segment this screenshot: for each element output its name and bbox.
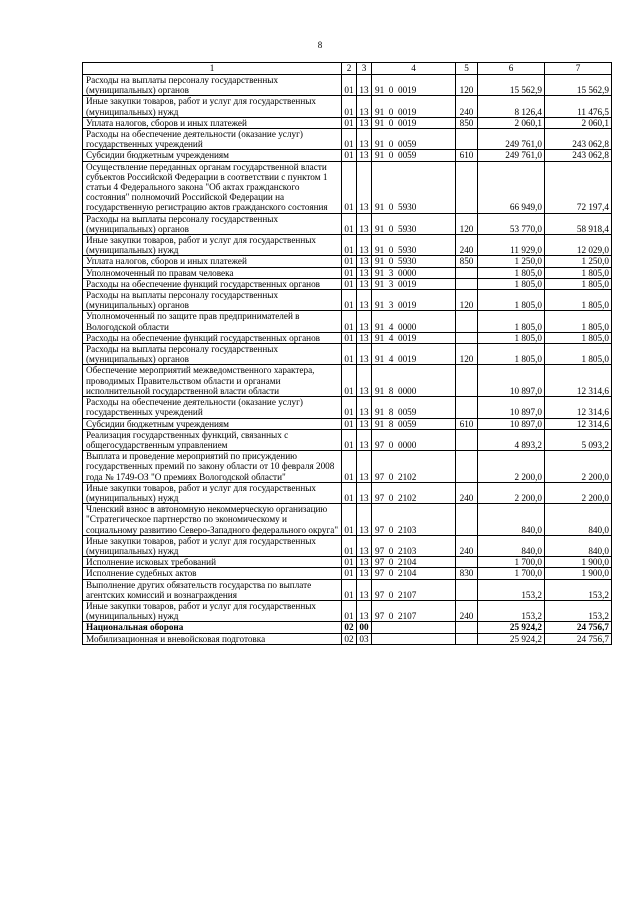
- row-subsection: 13: [357, 397, 372, 418]
- row-amount-year1: 10 897,0: [478, 397, 545, 418]
- row-amount-year1: 840,0: [478, 535, 545, 556]
- row-subsection: 13: [357, 290, 372, 311]
- row-target-code: 97 0 2107: [372, 579, 456, 600]
- row-amount-year2: 2 060,1: [545, 117, 612, 128]
- row-name: Расходы на обеспечение деятельности (оказание услуг) государственных учреждений: [83, 397, 342, 418]
- row-name: Иные закупки товаров, работ и услуг для государственных (муниципальных) нужд: [83, 482, 342, 503]
- row-name: Расходы на выплаты персоналу государственных (муниципальных) органов: [83, 213, 342, 234]
- table-row: [83, 482, 612, 503]
- row-amount-year1: 11 929,0: [478, 235, 545, 256]
- table-row: [83, 397, 612, 418]
- row-expense-type: 120: [456, 290, 478, 311]
- row-section: 01: [342, 256, 357, 267]
- table-row: [83, 129, 612, 150]
- row-subsection: 13: [357, 150, 372, 161]
- row-subsection: 13: [357, 535, 372, 556]
- table-row: [83, 429, 612, 450]
- header-col-7: 7: [545, 63, 612, 75]
- row-name: Субсидии бюджетным учреждениям: [83, 418, 342, 429]
- row-amount-year2: 12 314,6: [545, 365, 612, 397]
- row-subsection: 13: [357, 579, 372, 600]
- row-expense-type: [456, 365, 478, 397]
- row-amount-year2: 1 900,0: [545, 557, 612, 568]
- row-name: Иные закупки товаров, работ и услуг для государственных (муниципальных) нужд: [83, 235, 342, 256]
- row-section: 01: [342, 150, 357, 161]
- row-amount-year2: 2 200,0: [545, 482, 612, 503]
- row-target-code: 91 0 0019: [372, 117, 456, 128]
- row-name: Расходы на выплаты персоналу государственных (муниципальных) органов: [83, 344, 342, 365]
- row-subsection: 13: [357, 96, 372, 117]
- row-expense-type: [456, 278, 478, 289]
- row-expense-type: 850: [456, 117, 478, 128]
- row-target-code: 91 4 0019: [372, 332, 456, 343]
- row-amount-year1: 1 700,0: [478, 568, 545, 579]
- row-expense-type: 240: [456, 482, 478, 503]
- row-target-code: 97 0 2104: [372, 557, 456, 568]
- row-section: 01: [342, 451, 357, 483]
- row-section: 01: [342, 278, 357, 289]
- row-amount-year1: 15 562,9: [478, 75, 545, 96]
- row-target-code: 91 0 0059: [372, 150, 456, 161]
- row-subsection: 13: [357, 311, 372, 332]
- row-target-code: 91 3 0019: [372, 278, 456, 289]
- row-target-code: 91 0 0019: [372, 75, 456, 96]
- row-name: Уплата налогов, сборов и иных платежей: [83, 117, 342, 128]
- row-amount-year1: 2 200,0: [478, 451, 545, 483]
- table-row: [83, 267, 612, 278]
- row-amount-year2: 24 756,7: [545, 633, 612, 644]
- row-expense-type: [456, 129, 478, 150]
- row-section: 01: [342, 117, 357, 128]
- table-row: [83, 600, 612, 621]
- row-expense-type: [456, 451, 478, 483]
- row-name: Обеспечение мероприятий межведомственного характера, проводимых Правительством области и органами исполнительной государственной власти области: [83, 365, 342, 397]
- table-row: [83, 451, 612, 483]
- row-name: Выполнение других обязательств государства по выплате агентских комиссий и вознаграждения: [83, 579, 342, 600]
- row-subsection: 13: [357, 482, 372, 503]
- row-expense-type: [456, 311, 478, 332]
- row-target-code: 91 0 5930: [372, 161, 456, 213]
- row-amount-year1: 8 126,4: [478, 96, 545, 117]
- row-amount-year1: 153,2: [478, 600, 545, 621]
- row-amount-year2: 24 756,7: [545, 622, 612, 633]
- row-target-code: 97 0 2103: [372, 535, 456, 556]
- row-expense-type: [456, 429, 478, 450]
- row-section: 01: [342, 213, 357, 234]
- table-row: [83, 365, 612, 397]
- budget-table: [82, 62, 612, 645]
- header-col-6: 6: [478, 63, 545, 75]
- row-amount-year2: 243 062,8: [545, 150, 612, 161]
- table-row: [83, 568, 612, 579]
- row-target-code: 91 3 0000: [372, 267, 456, 278]
- row-amount-year2: 1 805,0: [545, 311, 612, 332]
- row-name: Расходы на выплаты персоналу государственных (муниципальных) органов: [83, 290, 342, 311]
- row-amount-year2: 1 250,0: [545, 256, 612, 267]
- row-section: 01: [342, 332, 357, 343]
- row-section: 01: [342, 235, 357, 256]
- row-amount-year1: 249 761,0: [478, 129, 545, 150]
- row-expense-type: [456, 504, 478, 536]
- row-expense-type: 610: [456, 150, 478, 161]
- row-section: 01: [342, 161, 357, 213]
- row-section: 01: [342, 365, 357, 397]
- table-row: [83, 161, 612, 213]
- row-amount-year2: 840,0: [545, 504, 612, 536]
- table-row: [83, 150, 612, 161]
- row-expense-type: 240: [456, 235, 478, 256]
- row-expense-type: 240: [456, 600, 478, 621]
- row-amount-year2: 5 093,2: [545, 429, 612, 450]
- row-target-code: 91 0 0019: [372, 96, 456, 117]
- row-amount-year1: 4 893,2: [478, 429, 545, 450]
- row-name: Расходы на обеспечение функций государственных органов: [83, 278, 342, 289]
- row-amount-year1: 1 805,0: [478, 278, 545, 289]
- row-subsection: 13: [357, 129, 372, 150]
- table-row: [83, 311, 612, 332]
- header-col-4: 4: [372, 63, 456, 75]
- table-row: [83, 504, 612, 536]
- row-subsection: 13: [357, 557, 372, 568]
- row-name: Выплата и проведение мероприятий по присуждению государственных премий по закону области от 10 февраля 2008 года № 1749-ОЗ "О премиях Вологодской области": [83, 451, 342, 483]
- row-amount-year2: 1 805,0: [545, 267, 612, 278]
- table-row: [83, 332, 612, 343]
- row-target-code: 91 0 5930: [372, 235, 456, 256]
- row-target-code: 97 0 2104: [372, 568, 456, 579]
- row-amount-year2: 58 918,4: [545, 213, 612, 234]
- row-expense-type: 120: [456, 213, 478, 234]
- row-name: Членский взнос в автономную некоммерческую организацию "Стратегическое партнерство по экономическому и социальному развитию Северо-Западного федерального округа": [83, 504, 342, 536]
- row-amount-year1: 1 805,0: [478, 344, 545, 365]
- row-amount-year1: 53 770,0: [478, 213, 545, 234]
- header-col-2: 2: [342, 63, 357, 75]
- table-row: [83, 278, 612, 289]
- row-subsection: 03: [357, 633, 372, 644]
- row-amount-year1: 1 250,0: [478, 256, 545, 267]
- row-amount-year1: 1 805,0: [478, 267, 545, 278]
- row-section: 01: [342, 568, 357, 579]
- row-name: Реализация государственных функций, связанных с общегосударственным управлением: [83, 429, 342, 450]
- table-row: [83, 75, 612, 96]
- table-row: [83, 96, 612, 117]
- row-section: 02: [342, 633, 357, 644]
- row-amount-year1: 10 897,0: [478, 418, 545, 429]
- row-target-code: 91 4 0000: [372, 311, 456, 332]
- header-col-3: 3: [357, 63, 372, 75]
- row-subsection: 13: [357, 600, 372, 621]
- row-name: Исполнение исковых требований: [83, 557, 342, 568]
- row-section: 01: [342, 535, 357, 556]
- row-name: Мобилизационная и вневойсковая подготовка: [83, 633, 342, 644]
- row-expense-type: 610: [456, 418, 478, 429]
- row-name: Расходы на обеспечение функций государственных органов: [83, 332, 342, 343]
- row-expense-type: [456, 267, 478, 278]
- row-amount-year1: 1 805,0: [478, 290, 545, 311]
- row-amount-year2: 1 805,0: [545, 278, 612, 289]
- row-subsection: 13: [357, 213, 372, 234]
- table-row: [83, 290, 612, 311]
- row-section: 01: [342, 290, 357, 311]
- header-col-5: 5: [456, 63, 478, 75]
- row-section: 01: [342, 429, 357, 450]
- row-expense-type: 850: [456, 256, 478, 267]
- row-target-code: 97 0 2103: [372, 504, 456, 536]
- row-target-code: 97 0 0000: [372, 429, 456, 450]
- page-number: 8: [317, 40, 323, 50]
- row-expense-type: 240: [456, 96, 478, 117]
- row-amount-year2: 12 314,6: [545, 418, 612, 429]
- row-subsection: 13: [357, 117, 372, 128]
- row-section: 01: [342, 344, 357, 365]
- row-amount-year2: 2 200,0: [545, 451, 612, 483]
- row-amount-year2: 72 197,4: [545, 161, 612, 213]
- row-expense-type: [456, 332, 478, 343]
- row-amount-year1: 66 949,0: [478, 161, 545, 213]
- row-subsection: 13: [357, 332, 372, 343]
- row-target-code: 97 0 2107: [372, 600, 456, 621]
- table-row: [83, 117, 612, 128]
- row-section: 01: [342, 267, 357, 278]
- row-amount-year2: 840,0: [545, 535, 612, 556]
- row-amount-year2: 153,2: [545, 579, 612, 600]
- row-section: 01: [342, 129, 357, 150]
- row-section: 01: [342, 75, 357, 96]
- row-subsection: 13: [357, 75, 372, 96]
- row-target-code: 91 0 0059: [372, 129, 456, 150]
- row-name: Уплата налогов, сборов и иных платежей: [83, 256, 342, 267]
- table-row: [83, 535, 612, 556]
- row-amount-year1: 25 924,2: [478, 622, 545, 633]
- row-section: 02: [342, 622, 357, 633]
- row-subsection: 13: [357, 451, 372, 483]
- row-subsection: 13: [357, 235, 372, 256]
- row-amount-year2: 1 805,0: [545, 290, 612, 311]
- row-subsection: 13: [357, 267, 372, 278]
- table-row: [83, 418, 612, 429]
- row-expense-type: [456, 633, 478, 644]
- row-name: Уполномоченный по защите прав предпринимателей в Вологодской области: [83, 311, 342, 332]
- table-row: [83, 557, 612, 568]
- table-body: [83, 75, 612, 645]
- row-section: 01: [342, 96, 357, 117]
- row-name: Исполнение судебных актов: [83, 568, 342, 579]
- row-subsection: 13: [357, 365, 372, 397]
- row-section: 01: [342, 418, 357, 429]
- row-section: 01: [342, 397, 357, 418]
- row-target-code: 91 3 0019: [372, 290, 456, 311]
- table-header-row: [83, 63, 612, 75]
- row-subsection: 13: [357, 418, 372, 429]
- table-row: [83, 579, 612, 600]
- table-row: [83, 256, 612, 267]
- row-target-code: 91 8 0000: [372, 365, 456, 397]
- row-amount-year1: 1 805,0: [478, 332, 545, 343]
- row-expense-type: 120: [456, 344, 478, 365]
- row-name: Расходы на обеспечение деятельности (оказание услуг) государственных учреждений: [83, 129, 342, 150]
- row-subsection: 13: [357, 161, 372, 213]
- row-expense-type: [456, 579, 478, 600]
- row-amount-year1: 840,0: [478, 504, 545, 536]
- row-amount-year2: 12 314,6: [545, 397, 612, 418]
- row-section: 01: [342, 504, 357, 536]
- row-amount-year1: 2 060,1: [478, 117, 545, 128]
- table-row: [83, 344, 612, 365]
- row-amount-year1: 25 924,2: [478, 633, 545, 644]
- row-amount-year1: 10 897,0: [478, 365, 545, 397]
- row-expense-type: [456, 161, 478, 213]
- row-amount-year2: 15 562,9: [545, 75, 612, 96]
- row-subsection: 13: [357, 278, 372, 289]
- row-name: Иные закупки товаров, работ и услуг для государственных (муниципальных) нужд: [83, 535, 342, 556]
- row-expense-type: [456, 622, 478, 633]
- row-expense-type: 120: [456, 75, 478, 96]
- table-row: [83, 633, 612, 644]
- row-expense-type: [456, 557, 478, 568]
- row-amount-year1: 153,2: [478, 579, 545, 600]
- row-section: 01: [342, 600, 357, 621]
- row-amount-year2: 12 029,0: [545, 235, 612, 256]
- row-target-code: 91 0 5930: [372, 213, 456, 234]
- row-amount-year1: 1 700,0: [478, 557, 545, 568]
- table-row: [83, 213, 612, 234]
- row-expense-type: [456, 397, 478, 418]
- row-name: Иные закупки товаров, работ и услуг для государственных (муниципальных) нужд: [83, 96, 342, 117]
- row-name: Расходы на выплаты персоналу государственных (муниципальных) органов: [83, 75, 342, 96]
- row-amount-year1: 2 200,0: [478, 482, 545, 503]
- header-col-1: 1: [83, 63, 342, 75]
- row-expense-type: 830: [456, 568, 478, 579]
- row-amount-year2: 243 062,8: [545, 129, 612, 150]
- row-section: 01: [342, 311, 357, 332]
- row-section: 01: [342, 482, 357, 503]
- row-name: Осуществление переданных органам государственной власти субъектов Российской Федерации в соответствии с пунктом 1 статьи 4 Федерального закона "Об актах гражданского состояния" полномочий Российской Федерации на государственную регистрацию актов гражданского состояния: [83, 161, 342, 213]
- row-target-code: 91 4 0019: [372, 344, 456, 365]
- row-amount-year2: 11 476,5: [545, 96, 612, 117]
- row-subsection: 00: [357, 622, 372, 633]
- row-subsection: 13: [357, 256, 372, 267]
- row-amount-year2: 1 805,0: [545, 344, 612, 365]
- row-amount-year2: 1 805,0: [545, 332, 612, 343]
- row-name: Субсидии бюджетным учреждениям: [83, 150, 342, 161]
- row-expense-type: 240: [456, 535, 478, 556]
- row-amount-year1: 1 805,0: [478, 311, 545, 332]
- row-subsection: 13: [357, 429, 372, 450]
- row-subsection: 13: [357, 568, 372, 579]
- row-section: 01: [342, 557, 357, 568]
- row-target-code: 91 8 0059: [372, 397, 456, 418]
- table-row: [83, 622, 612, 633]
- row-name: Уполномоченный по правам человека: [83, 267, 342, 278]
- row-target-code: 91 0 5930: [372, 256, 456, 267]
- table-row: [83, 235, 612, 256]
- row-amount-year2: 153,2: [545, 600, 612, 621]
- row-subsection: 13: [357, 504, 372, 536]
- row-section: 01: [342, 579, 357, 600]
- row-target-code: 97 0 2102: [372, 451, 456, 483]
- row-name: Национальная оборона: [83, 622, 342, 633]
- row-target-code: 97 0 2102: [372, 482, 456, 503]
- row-name: Иные закупки товаров, работ и услуг для государственных (муниципальных) нужд: [83, 600, 342, 621]
- row-amount-year1: 249 761,0: [478, 150, 545, 161]
- row-amount-year2: 1 900,0: [545, 568, 612, 579]
- row-target-code: [372, 622, 456, 633]
- row-subsection: 13: [357, 344, 372, 365]
- row-target-code: [372, 633, 456, 644]
- row-target-code: 91 8 0059: [372, 418, 456, 429]
